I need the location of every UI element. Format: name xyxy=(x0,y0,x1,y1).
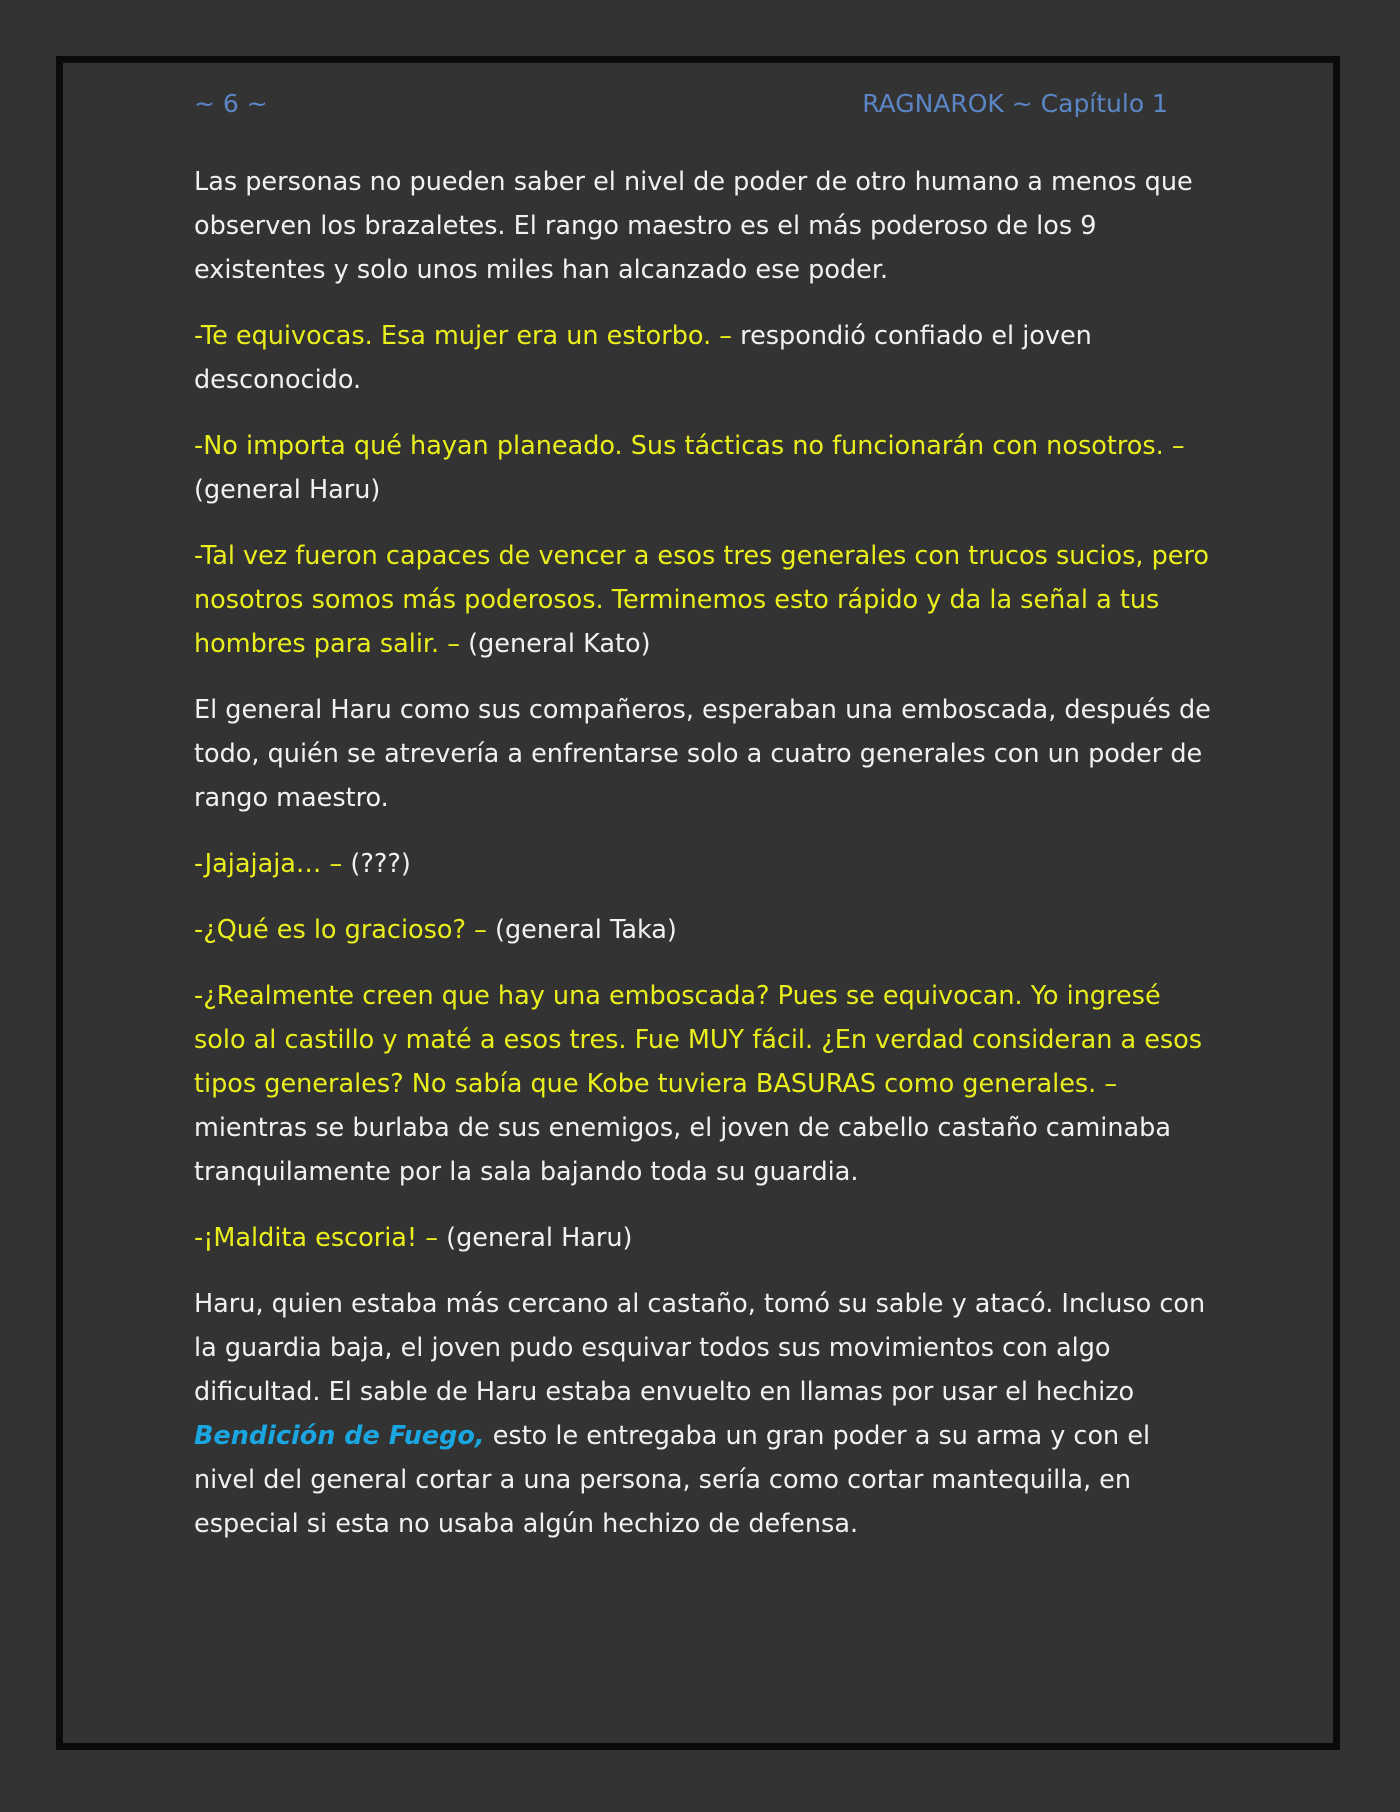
narration: esto le entregaba un gran poder a su arma y con el nivel del general cortar a una persona, sería como cortar mantequilla, en especial si esta no usaba algún hechizo de defensa. xyxy=(194,1421,1151,1539)
narration: mientras se burlaba de sus enemigos, el joven de cabello castaño caminaba tranquilamente por la sala bajando toda su guardia. xyxy=(194,1113,1171,1187)
paragraph xyxy=(194,1282,1212,1546)
speaker-tag: (general Haru) xyxy=(194,475,381,505)
dialogue-line: -Jajajaja… – xyxy=(194,849,343,879)
speaker-tag: (???) xyxy=(342,849,411,879)
speaker-tag: (general Haru) xyxy=(438,1223,633,1253)
dialogue-line: -¿Qué es lo gracioso? – xyxy=(194,915,487,945)
spell-name: Bendición de Fuego, xyxy=(194,1421,485,1451)
dialogue-line: -¿Realmente creen que hay una emboscada? Pues se equivocan. Yo ingresé solo al castillo y maté a esos tres. Fue MUY fácil. ¿En verdad consideran a esos tipos generales? No sabía que Kobe tuviera BASURAS como generales. – xyxy=(194,981,1203,1099)
paragraph xyxy=(194,908,1212,952)
paragraph xyxy=(194,424,1212,512)
dialogue-line: -No importa qué hayan planeado. Sus tácticas no funcionarán con nosotros. – xyxy=(194,431,1185,461)
speaker-tag: (general Kato) xyxy=(460,629,651,659)
paragraph xyxy=(194,688,1212,820)
dialogue-line: -¡Maldita escoria! – xyxy=(194,1223,439,1253)
speaker-tag: (general Taka) xyxy=(486,915,677,945)
body-text xyxy=(194,160,1212,1568)
narration: Haru, quien estaba más cercano al castaño, tomó su sable y atacó. Incluso con la guardia baja, el joven pudo esquivar todos sus movimientos con algo dificultad. El sable de Haru estaba envuelto en llamas por usar el hechizo xyxy=(194,1289,1206,1407)
paragraph xyxy=(194,534,1212,666)
paragraph xyxy=(194,974,1212,1194)
paragraph xyxy=(194,1216,1212,1260)
page-header xyxy=(194,84,1168,124)
dialogue-line: -Tal vez fueron capaces de vencer a esos tres generales con trucos sucios, pero nosotros somos más poderosos. Terminemos esto rápido y da la señal a tus hombres para salir. – xyxy=(194,541,1209,659)
dialogue-line: -Te equivocas. Esa mujer era un estorbo. – xyxy=(194,321,733,351)
narration: El general Haru como sus compañeros, esperaban una emboscada, después de todo, quién se atrevería a enfrentarse solo a cuatro generales con un poder de rango maestro. xyxy=(194,695,1211,813)
paragraph xyxy=(194,842,1212,886)
paragraph xyxy=(194,314,1212,402)
narration: Las personas no pueden saber el nivel de poder de otro humano a menos que observen los brazaletes. El rango maestro es el más poderoso de los 9 existentes y solo unos miles han alcanzado ese poder. xyxy=(194,167,1193,285)
narration: respondió confiado el joven desconocido. xyxy=(194,321,1092,395)
running-title: RAGNAROK ~ Capítulo 1 xyxy=(862,89,1168,118)
page-number: ~ 6 ~ xyxy=(194,89,268,118)
paragraph xyxy=(194,160,1212,292)
